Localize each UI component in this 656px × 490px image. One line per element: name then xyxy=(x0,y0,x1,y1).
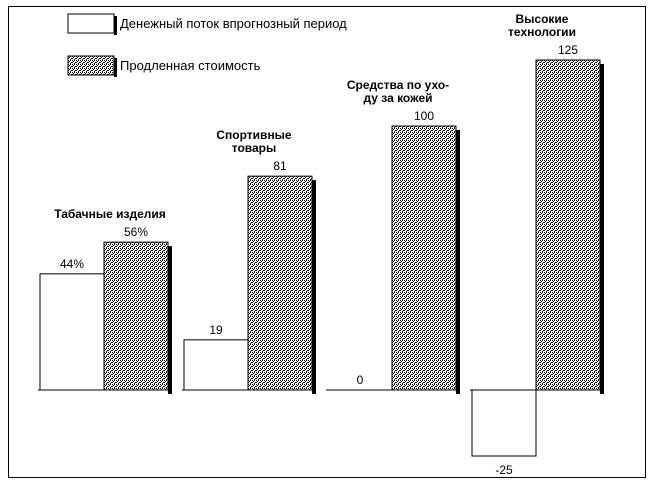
data-label: -25 xyxy=(495,463,513,477)
bar-group-3 xyxy=(326,78,460,394)
legend-swatch-continuing xyxy=(68,56,114,75)
data-label: 56% xyxy=(123,225,149,240)
category-label: Табачные изделия xyxy=(54,207,166,222)
category-label: Высокие технологии xyxy=(508,12,576,39)
bar-cashflow xyxy=(472,390,536,456)
bars-layer xyxy=(38,12,604,477)
data-label: 125 xyxy=(557,43,579,57)
category-label: Средства по ухо-ду за кожей xyxy=(346,78,450,105)
bar-continuing-value xyxy=(536,60,600,390)
legend-swatch-cashflow-shadow xyxy=(114,16,117,35)
category-label: Спортивные товары xyxy=(216,128,292,156)
bar-cashflow xyxy=(184,340,248,390)
bar-shadow xyxy=(600,64,604,394)
bar-shadow xyxy=(456,130,460,394)
legend-label-continuing: Продленная стоимость xyxy=(120,58,261,73)
legend-swatch-cashflow xyxy=(68,14,114,33)
bar-shadow xyxy=(168,246,172,394)
legend xyxy=(68,14,347,77)
bar-continuing-value xyxy=(248,176,312,390)
legend-label-cashflow: Денежный поток впрогнозный период xyxy=(120,16,347,31)
data-label: 44% xyxy=(59,256,85,271)
data-label: 100 xyxy=(413,109,435,123)
bar-group-4 xyxy=(470,12,604,477)
bar-group-2 xyxy=(182,128,316,394)
bar-continuing-value xyxy=(392,126,456,390)
bar-shadow xyxy=(312,180,316,394)
bar-group-1 xyxy=(38,207,172,394)
bar-continuing-value xyxy=(104,242,168,390)
data-label: 0 xyxy=(356,373,364,387)
legend-swatch-continuing-shadow xyxy=(114,58,117,77)
data-label: 81 xyxy=(273,159,287,174)
data-label: 19 xyxy=(209,322,223,337)
bar-cashflow xyxy=(40,274,104,390)
